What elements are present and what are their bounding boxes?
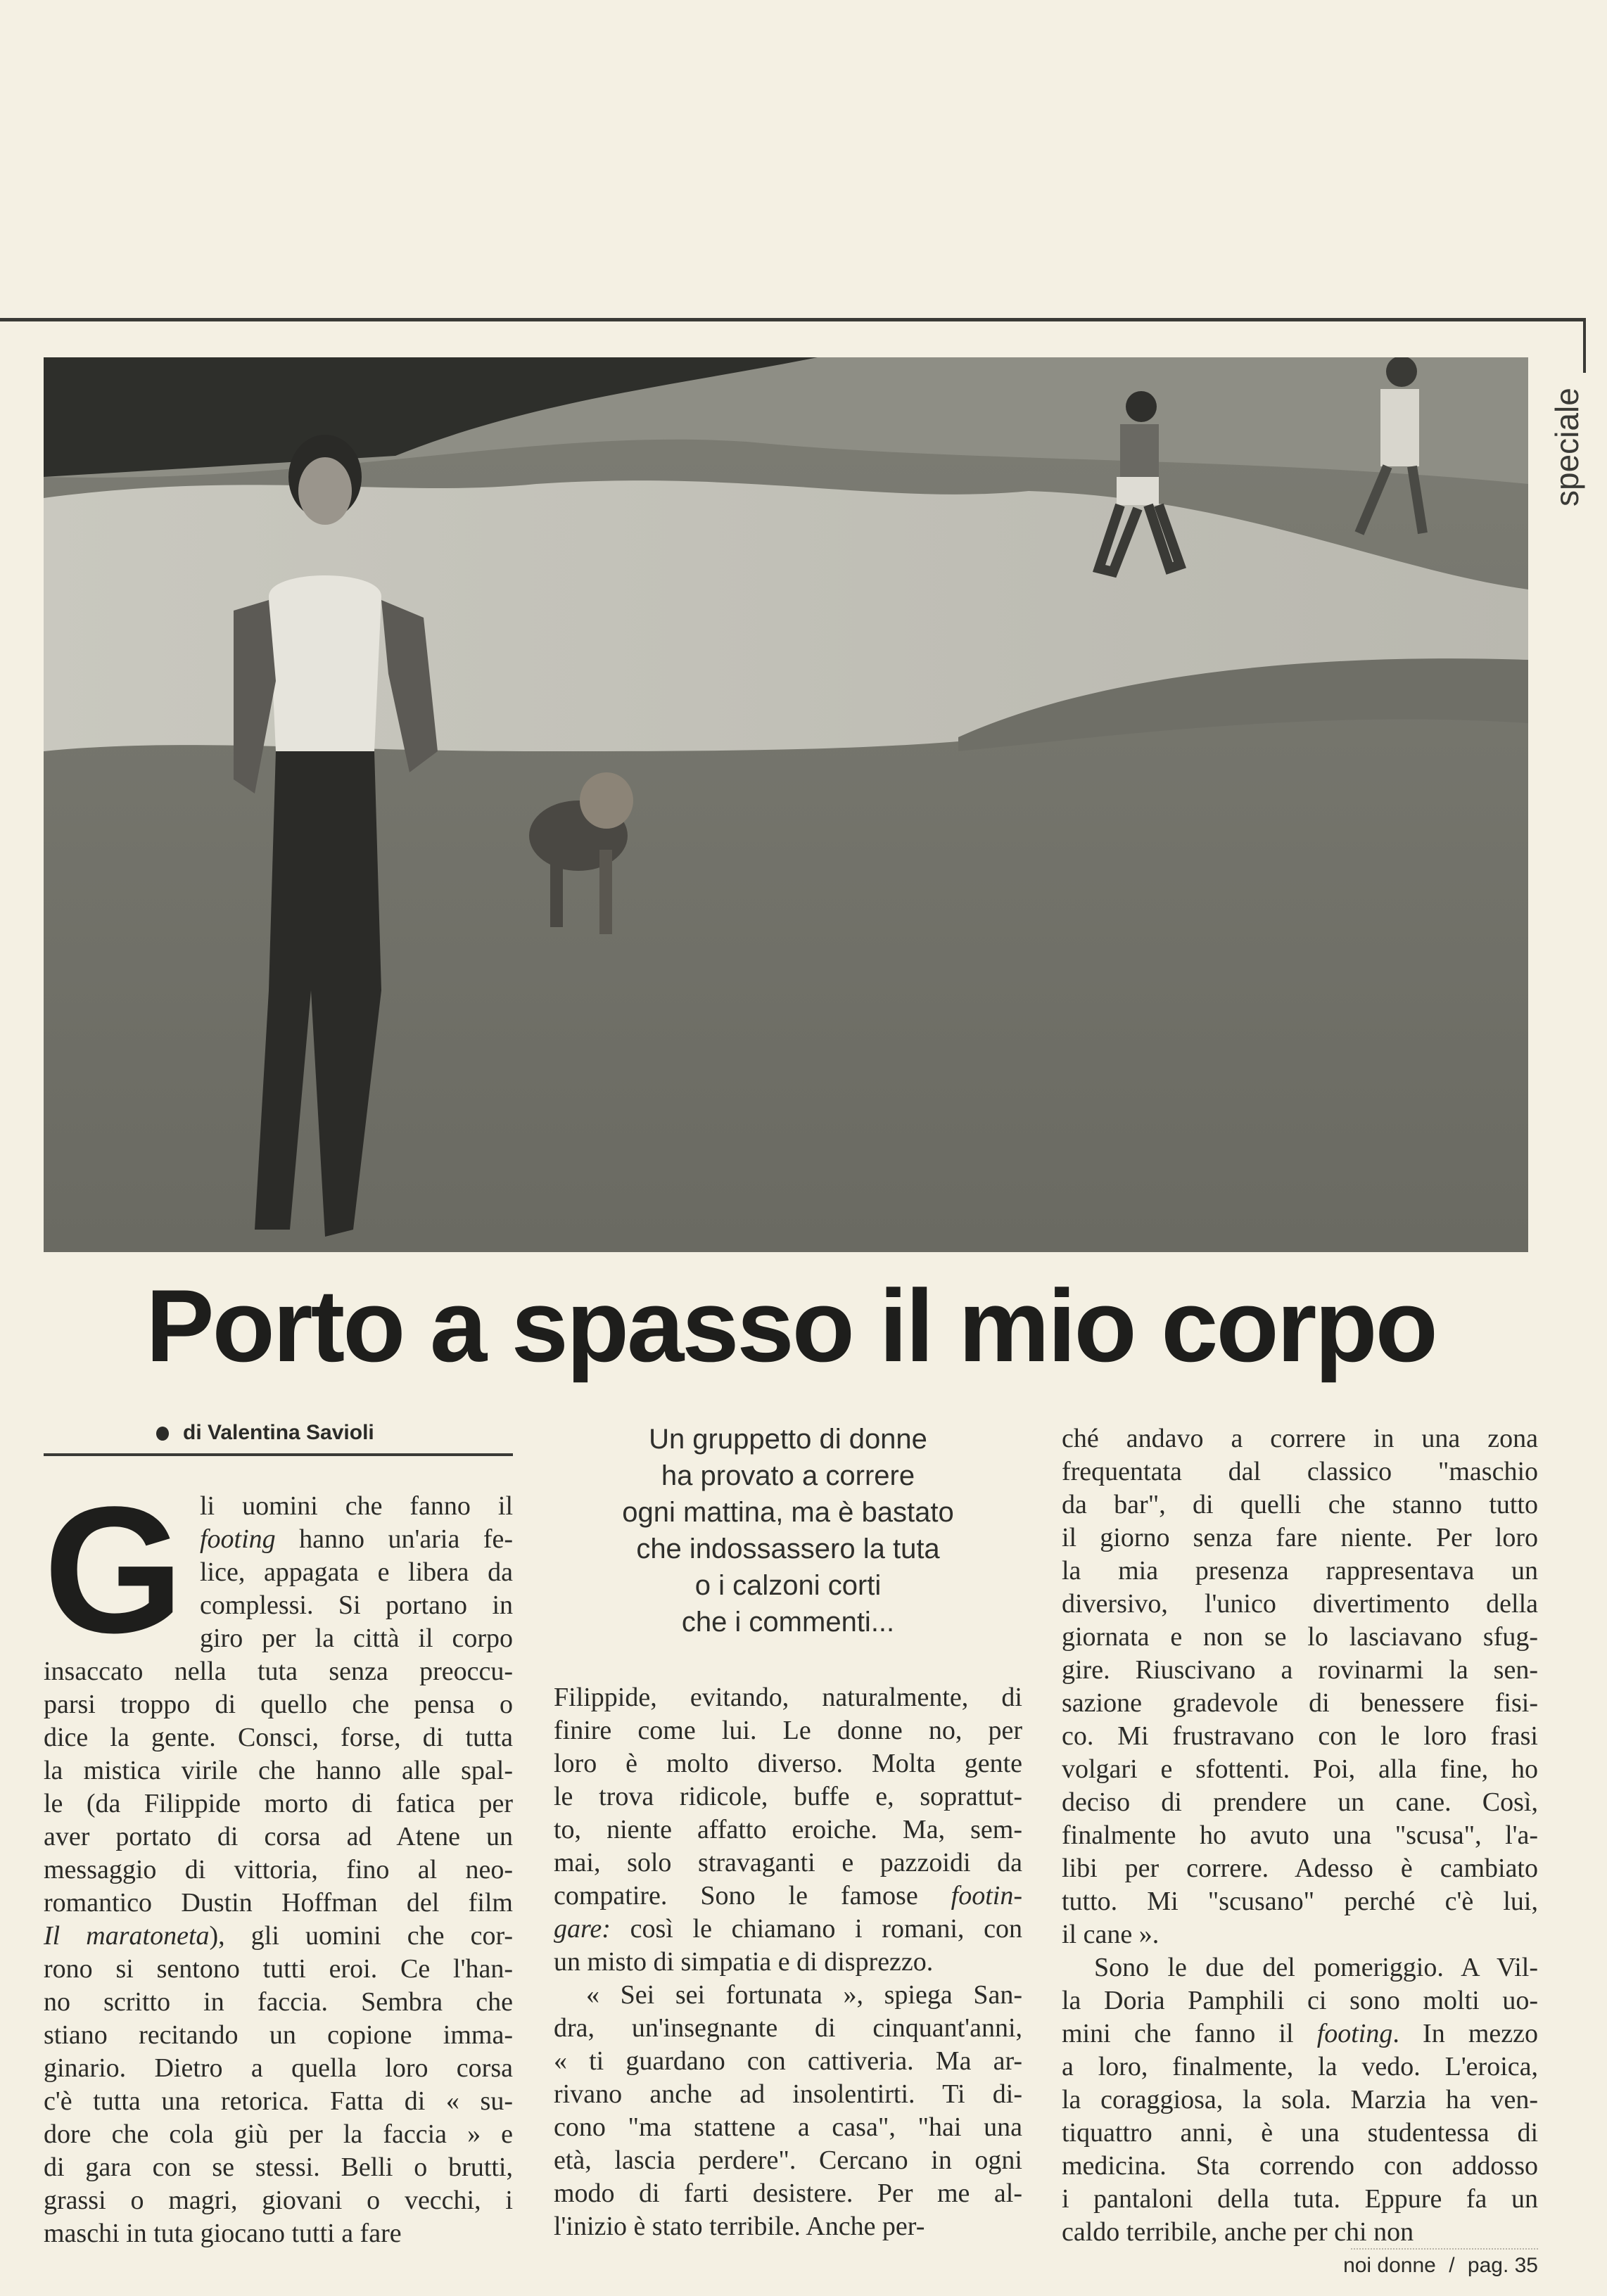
text-segment: il giorno senza fare niente. Per loro <box>1062 1523 1538 1552</box>
text-segment: medicina. Sta correndo con addosso <box>1062 2151 1538 2181</box>
text-segment: tiquattro anni, è una studentessa di <box>1062 2118 1538 2148</box>
text-segment: ginario. Dietro a quella loro corsa <box>44 2053 513 2083</box>
text-line <box>1062 1654 1538 1687</box>
text-segment: aver portato di corsa ad Atene un <box>44 1822 513 1851</box>
text-line <box>200 1523 513 1556</box>
text-segment: grassi o magri, giovani o vecchi, i <box>44 2186 513 2215</box>
text-line <box>554 2177 1022 2210</box>
text-segment: le (da Filippide morto di fatica per <box>44 1789 513 1818</box>
text-segment: giornata e non se lo lasciavano sfug- <box>1062 1622 1538 1652</box>
text-segment: dore che cola giù per la faccia » e <box>44 2119 513 2149</box>
text-segment: dra, un'insegnante di cinquant'anni, <box>554 2013 1022 2043</box>
footer-rule <box>1351 2248 1538 2250</box>
text-segment: la Doria Pamphili ci sono molti uo- <box>1062 1986 1538 2015</box>
text-line <box>200 1589 513 1622</box>
text-line <box>1062 2183 1538 2216</box>
text-line <box>44 1655 513 1688</box>
footer <box>0 2254 1538 2282</box>
text-line <box>44 1953 513 1986</box>
text-line <box>200 1556 513 1589</box>
text-segment: gire. Riuscivano a rovinarmi la sen- <box>1062 1655 1538 1685</box>
text-segment: complessi. Si portano in <box>200 1590 513 1620</box>
text-segment: compatire. Sono le famose <box>554 1881 951 1911</box>
bullet-icon <box>156 1427 169 1441</box>
text-segment: no scritto in faccia. Sembra che <box>44 1987 513 2017</box>
text-segment: maschi in tuta giocano tutti a fare <box>44 2219 402 2248</box>
text-segment: di gara con se stessi. Belli o brutti, <box>44 2152 513 2182</box>
text-line <box>1062 1786 1538 1819</box>
text-segment: messaggio di vittoria, fino al neo- <box>44 1855 513 1884</box>
text-line <box>554 1681 1022 1714</box>
text-segment: mai, solo stravaganti e pazzoidi da <box>554 1848 1022 1877</box>
text-segment: la mistica virile che hanno alle spal- <box>44 1756 513 1785</box>
byline <box>44 1421 513 1445</box>
text-line <box>554 1780 1022 1813</box>
text-line <box>1062 1984 1538 2017</box>
text-segment: stiano recitando un copione imma- <box>44 2020 513 2050</box>
text-segment: ché andavo a correre in una zona <box>1062 1424 1538 1453</box>
text-line <box>44 1688 513 1721</box>
text-line <box>1062 2150 1538 2183</box>
text-line <box>44 1787 513 1820</box>
pull-quote-line: o i calzoni corti <box>694 1570 882 1601</box>
text-segment: Sono le due del pomeriggio. A Vil- <box>1094 1953 1538 1982</box>
text-segment: loro è molto diverso. Molta gente <box>554 1749 1022 1778</box>
text-segment: mini che fanno il <box>1062 2019 1317 2048</box>
magazine-name: noi donne <box>1343 2254 1436 2277</box>
text-line <box>554 1714 1022 1747</box>
text-line <box>554 2045 1022 2078</box>
text-segment: giro per la città il corpo <box>200 1624 513 1653</box>
italic-text: Il maratoneta <box>44 1921 210 1951</box>
text-segment: volgari e sfottenti. Poi, alla fine, ho <box>1062 1754 1538 1784</box>
text-line <box>44 1854 513 1887</box>
text-line <box>554 2210 1022 2243</box>
text-segment: i pantaloni della tuta. Eppure fa un <box>1062 2184 1538 2214</box>
text-segment: finalmente ho avuto una "scusa", l'a- <box>1062 1820 1538 1850</box>
text-segment: « Sei sei fortunata », spiega San- <box>586 1980 1022 2010</box>
text-line <box>1062 1951 1538 1984</box>
text-segment: età, lascia perdere". Cercano in ogni <box>554 2145 1022 2175</box>
text-segment: modo di farti desistere. Per me al- <box>554 2179 1022 2208</box>
text-segment: « ti guardano con cattiveria. Ma ar- <box>554 2046 1022 2076</box>
text-line <box>554 1880 1022 1913</box>
text-segment: dice la gente. Consci, forse, di tutta <box>44 1723 513 1752</box>
text-line <box>1062 1687 1538 1720</box>
text-line <box>44 2085 513 2118</box>
text-line <box>44 2019 513 2052</box>
text-line <box>1062 2084 1538 2117</box>
column-2 <box>554 1681 1022 2243</box>
footer-separator: / <box>1449 2254 1455 2277</box>
text-segment: caldo terribile, anche per chi non <box>1062 2217 1414 2247</box>
text-line <box>1062 1422 1538 1455</box>
text-line <box>44 1986 513 2019</box>
text-segment: così le chiamano i romani, con <box>610 1914 1022 1944</box>
page-number: 35 <box>1514 2254 1538 2277</box>
photo-scene <box>44 357 1528 1252</box>
text-line <box>44 2217 513 2250</box>
text-segment: finire come lui. Le donne no, per <box>554 1716 1022 1745</box>
text-line <box>44 1887 513 1920</box>
text-line <box>1062 1621 1538 1654</box>
text-segment: li uomini che fanno il <box>200 1491 513 1521</box>
text-segment: libi per correre. Adesso è cambiato <box>1062 1854 1538 1883</box>
text-segment: co. Mi frustravano con le loro frasi <box>1062 1721 1538 1751</box>
text-line <box>1062 1522 1538 1555</box>
text-line <box>200 1622 513 1655</box>
article-photo <box>44 357 1528 1252</box>
text-segment: Filippide, evitando, naturalmente, di <box>554 1683 1022 1712</box>
text-segment: le trova ridicole, buffe e, soprattut- <box>554 1782 1022 1811</box>
text-line <box>554 1813 1022 1847</box>
section-label-text: speciale <box>1549 388 1585 506</box>
column-3 <box>1062 1422 1538 2249</box>
text-line <box>44 2052 513 2085</box>
text-line <box>554 1747 1022 1780</box>
pull-quote-line: ha provato a correre <box>661 1460 915 1491</box>
text-line <box>554 2012 1022 2045</box>
text-segment: da bar", di quelli che stanno tutto <box>1062 1490 1538 1519</box>
italic-text: gare: <box>554 1914 611 1944</box>
text-line <box>1062 2117 1538 2150</box>
text-line <box>1062 1819 1538 1852</box>
text-line <box>1062 1488 1538 1522</box>
text-segment: hanno un'aria fe- <box>275 1524 513 1554</box>
text-segment: l'inizio è stato terribile. Anche per- <box>554 2212 925 2241</box>
text-line <box>1062 1918 1538 1951</box>
byline-author: di Valentina Savioli <box>183 1421 374 1444</box>
text-line <box>1062 2017 1538 2051</box>
page-label: pag. <box>1467 2254 1509 2277</box>
text-line <box>1062 1455 1538 1488</box>
text-segment: parsi troppo di quello che pensa o <box>44 1690 513 1719</box>
text-line <box>1062 1885 1538 1918</box>
drop-cap: G <box>44 1469 184 1671</box>
pull-quote-line: che indossassero la tuta <box>636 1533 940 1564</box>
text-line <box>44 1721 513 1754</box>
text-line <box>44 2151 513 2184</box>
text-line <box>1062 1588 1538 1621</box>
text-line <box>1062 1720 1538 1753</box>
text-segment: c'è tutta una retorica. Fatta di « su- <box>44 2086 513 2116</box>
italic-text: footing <box>200 1524 276 1554</box>
text-line <box>44 2118 513 2151</box>
text-line <box>44 1920 513 1953</box>
text-line <box>1062 1753 1538 1786</box>
column-1 <box>44 1469 513 2250</box>
text-line <box>554 2078 1022 2111</box>
top-rule <box>0 318 1586 321</box>
text-segment: deciso di prendere un cane. Così, <box>1062 1787 1538 1817</box>
text-line <box>44 1820 513 1854</box>
text-segment: . In mezzo <box>1392 2019 1539 2048</box>
text-segment: ), gli uomini che cor- <box>209 1921 513 1951</box>
text-line <box>554 1913 1022 1946</box>
text-segment: rono si sentono tutti eroi. Ce l'han- <box>44 1954 513 1984</box>
pull-quote-line: ogni mattina, ma è bastato <box>622 1497 954 1528</box>
text-line <box>200 1490 513 1523</box>
text-segment: diversivo, l'unico divertimento della <box>1062 1589 1538 1619</box>
text-segment: un misto di simpatia e di disprezzo. <box>554 1947 934 1977</box>
pull-quote-line: che i commenti... <box>681 1607 895 1638</box>
text-line <box>44 1754 513 1787</box>
text-segment: a loro, finalmente, la vedo. L'eroica, <box>1062 2052 1538 2081</box>
text-line <box>554 2144 1022 2177</box>
text-line <box>554 2111 1022 2144</box>
text-segment: romantico Dustin Hoffman del film <box>44 1888 513 1918</box>
text-segment: sazione gradevole di benessere fisi- <box>1062 1688 1538 1718</box>
text-line <box>1062 1555 1538 1588</box>
text-line <box>1062 2051 1538 2084</box>
byline-rule <box>44 1453 513 1456</box>
text-segment: to, niente affatto eroiche. Ma, sem- <box>554 1815 1022 1844</box>
italic-text: footin- <box>951 1881 1022 1911</box>
text-line <box>554 1847 1022 1880</box>
text-segment: frequentata dal classico "maschio <box>1062 1457 1538 1486</box>
text-line <box>1062 1852 1538 1885</box>
text-segment: tutto. Mi "scusano" perché c'è lui, <box>1062 1887 1538 1916</box>
text-line <box>554 1979 1022 2012</box>
text-line <box>554 1946 1022 1979</box>
italic-text: footing <box>1316 2019 1393 2048</box>
text-segment: la coraggiosa, la sola. Marzia ha ven- <box>1062 2085 1538 2115</box>
text-segment: lice, appagata e libera da <box>200 1557 513 1587</box>
text-segment: la mia presenza rappresentava un <box>1062 1556 1538 1586</box>
pull-quote-line: Un gruppetto di donne <box>649 1424 927 1455</box>
side-rule <box>1583 318 1586 373</box>
text-segment: il cane ». <box>1062 1920 1160 1949</box>
text-segment: cono "ma stattene a casa", "hai una <box>554 2112 1022 2142</box>
text-line <box>44 2184 513 2217</box>
text-line <box>1062 2216 1538 2249</box>
text-segment: insaccato nella tuta senza preoccu- <box>44 1657 513 1686</box>
text-segment: rivano anche ad insolentirti. Ti di- <box>554 2079 1022 2109</box>
pull-quote <box>554 1421 1022 1640</box>
headline: Porto a spasso il mio corpo <box>146 1268 1436 1383</box>
